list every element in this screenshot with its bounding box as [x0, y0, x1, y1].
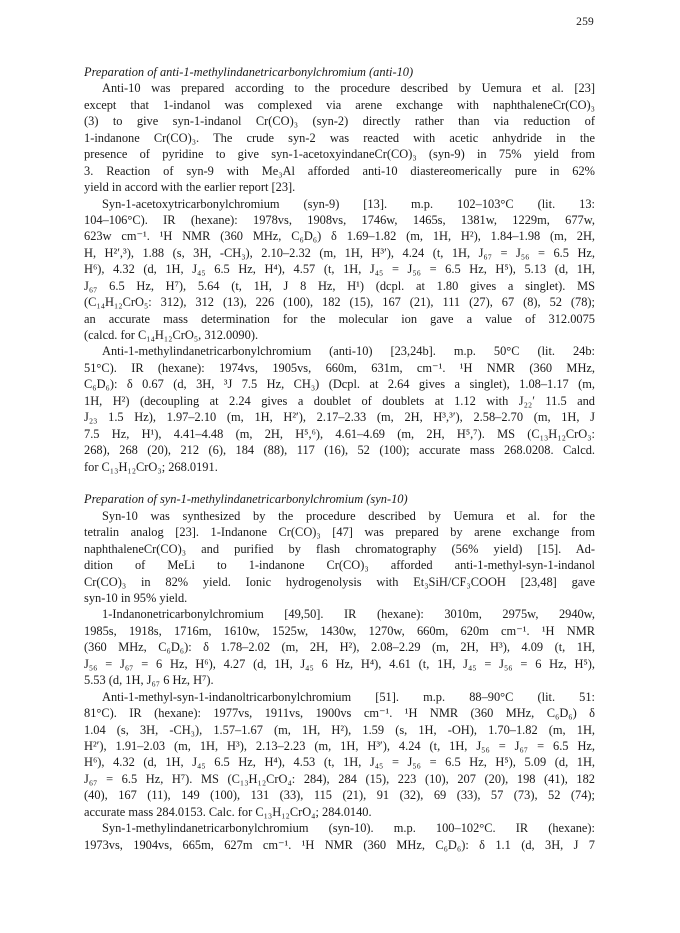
paragraph-line: 1985s, 1918s, 1716m, 1610w, 1525w, 1430w, 1270w, 660m, 620m cm⁻¹. ¹H NMR: [84, 623, 595, 638]
paragraph-line: (3) to give syn-1-indanol Cr(CO)₃ (syn-2) directly rather than via reduction of: [84, 114, 595, 129]
page-number: 259: [576, 16, 594, 28]
paragraph-line: accurate mass 284.0153. Calc. for C₁₃H₁₂CrO₄; 284.0140.: [84, 804, 372, 819]
paragraph-line: 1.04 (s, 3H, -CH₃), 1.57–1.67 (m, 1H, H²), 1.59 (s, 1H, -OH), 1.70–1.82 (m, 1H,: [84, 722, 595, 737]
paragraph-line: Cr(CO)₃ in 82% yield. Ionic hydrogenolysis with Et₃SiH/CF₃COOH [23,48] gave: [84, 574, 595, 589]
paragraph-line: 3. Reaction of syn-9 with Me₃Al afforded anti-10 diastereomerically pure in 62%: [84, 163, 595, 178]
paragraph-line: presence of pyridine to give syn-1-acetoxyindaneCr(CO)₃ (syn-9) in 75% yield from: [84, 147, 595, 162]
paragraph-line: 104–106°C). IR (hexane): 1978vs, 1908vs, 1746w, 1465s, 1381w, 1229m, 677w,: [84, 212, 595, 227]
paragraph-line: H⁶), 4.32 (d, 1H, J₄₅ 6.5 Hz, H⁴), 4.53 (t, 1H, J₄₅ = J₅₆ = 6.5 Hz, H⁵), 5.09 (d, 1H,: [84, 755, 595, 770]
paragraph-line: 1-indanone Cr(CO)₃. The crude syn-2 was reacted with acetic anhydride in the: [84, 130, 595, 145]
paragraph-line: Syn-1-methylindanetricarbonylchromium (syn-10). m.p. 100–102°C. IR (hexane):: [102, 821, 595, 836]
paragraph-line: naphthaleneCr(CO)₃ and purified by flash chromatography (56% yield) [15]. Ad-: [84, 541, 595, 556]
paragraph-line: C₆D₆): δ 0.67 (d, 3H, ³J 7.5 Hz, CH₃) (Dcpl. at 2.64 gives a singlet), 1.08–1.17 (m,: [84, 377, 595, 392]
paragraph-line: 51°C). IR (hexane): 1974vs, 1905vs, 660m, 631m, cm⁻¹. ¹H NMR (360 MHz,: [84, 360, 595, 375]
paragraph-line: J₅₆ = J₆₇ = 6 Hz, H⁶), 4.27 (d, 1H, J₄₅ 6 Hz, H⁴), 4.61 (t, 1H, J₄₅ = J₅₆ = 6 Hz, H⁵),: [84, 656, 595, 671]
paragraph-line: 1H, H²) (decoupling at 2.24 gives a doublet of doublets at 1.12 with J₂₂′ 11.5 and: [84, 393, 595, 408]
paragraph-line: (C₁₄H₁₂CrO₅: 312), 312 (13), 226 (100), 182 (15), 167 (21), 111 (27), 67 (8), 52 (78);: [84, 295, 595, 310]
page-body: [84, 64, 595, 853]
paragraph-line: an accurate mass determination for the molecular ion gave a value of 312.0075: [84, 311, 595, 326]
paragraph-line: yield in accord with the earlier report [23].: [84, 180, 296, 195]
paragraph-line: H²′), 1.91–2.03 (m, 1H, H³), 2.13–2.23 (m, 1H, H³′), 4.24 (t, 1H, J₅₆ = J₆₇ = 6.5 Hz,: [84, 738, 595, 753]
paragraph-line: H⁶), 4.32 (d, 1H, J₄₅ 6.5 Hz, H⁴), 4.57 (t, 1H, J₄₅ = J₅₆ = 6.5 Hz, H⁵), 5.13 (d, 1H,: [84, 262, 595, 277]
paragraph-line: 1-Indanonetricarbonylchromium [49,50]. IR (hexane): 3010m, 2975w, 2940w,: [102, 607, 595, 622]
paragraph-line: tetralin analog [23]. 1-Indanone Cr(CO)₃ [47] was prepared by arene exchange from: [84, 525, 595, 540]
paragraph-line: 623w cm⁻¹. ¹H NMR (360 MHz, C₆D₆) δ 1.69–1.82 (m, 1H, H²), 1.84–1.98 (m, 2H,: [84, 229, 595, 244]
paragraph-line: (calcd. for C₁₄H₁₂CrO₅, 312.0090).: [84, 328, 259, 342]
paragraph-line: dition of MeLi to 1-indanone Cr(CO)₃ afforded anti-1-methyl-syn-1-indanol: [84, 558, 595, 573]
section-heading-syn-10: Preparation of syn-1-methylindanetricarbonylchromium (syn-10): [84, 492, 408, 507]
paragraph-line: 81°C). IR (hexane): 1977vs, 1911vs, 1900vs cm⁻¹. ¹H NMR (360 MHz, C₆D₆) δ: [84, 706, 595, 721]
paragraph-line: except that 1-indanol was complexed via arene exchange with naphthaleneCr(CO)₃: [84, 97, 595, 112]
paragraph-line: (360 MHz, C₆D₆): δ 1.78–2.02 (m, 2H, H²), 2.08–2.29 (m, 2H, H³), 4.09 (t, 1H,: [84, 640, 595, 655]
paragraph-line: H, H²′,³), 1.88 (s, 3H, -CH₃), 2.10–2.32 (m, 1H, H³′), 4.24 (t, 1H, J₆₇ = J₅₆ = 6.5 Hz,: [84, 245, 595, 260]
paragraph-line: Anti-1-methyl-syn-1-indanoltricarbonylchromium [51]. m.p. 88–90°C (lit. 51:: [102, 689, 595, 704]
paragraph-line: 268), 268 (20), 212 (6), 184 (88), 117 (16), 52 (100); accurate mass 268.0208. Calcd.: [84, 443, 595, 458]
paragraph-line: (40), 167 (11), 149 (100), 131 (33), 115 (21), 91 (32), 69 (33), 57 (73), 52 (74);: [84, 788, 595, 803]
paragraph-line: J₆₇ = 6.5 Hz, H⁷). MS (C₁₃H₁₂CrO₄: 284), 284 (15), 223 (10), 207 (20), 198 (41), 182: [84, 771, 595, 786]
paragraph-line: for C₁₃H₁₂CrO₃; 268.0191.: [84, 459, 218, 474]
paragraph-line: 7.5 Hz, H¹), 4.41–4.48 (m, 2H, H⁵,⁶), 4.61–4.69 (m, 2H, H⁵,⁷). MS (C₁₃H₁₂CrO₃:: [84, 426, 595, 441]
paragraph-line: Syn-10 was synthesized by the procedure described by Uemura et al. for the: [102, 508, 595, 523]
paragraph-line: J₆₇ 6.5 Hz, H⁷), 5.64 (t, 1H, J 8 Hz, H¹) (dcpl. at 1.80 gives a singlet). MS: [84, 278, 595, 293]
paragraph-line: Anti-10 was prepared according to the procedure described by Uemura et al. [23]: [102, 81, 595, 96]
paragraph-line: 5.53 (d, 1H, J₆₇ 6 Hz, H⁷).: [84, 673, 214, 688]
paragraph-line: Syn-1-acetoxytricarbonylchromium (syn-9) [13]. m.p. 102–103°C (lit. 13:: [102, 196, 595, 211]
section-spacer: [84, 475, 595, 491]
paragraph-line: 1973vs, 1904vs, 665m, 627m cm⁻¹. ¹H NMR (360 MHz, C₆D₆): δ 1.1 (d, 3H, J 7: [84, 837, 595, 852]
paragraph-line: Anti-1-methylindanetricarbonylchromium (anti-10) [23,24b]. m.p. 50°C (lit. 24b:: [102, 344, 595, 359]
paragraph-line: syn-10 in 95% yield.: [84, 591, 188, 605]
paragraph-line: J₂₃ 1.5 Hz), 1.97–2.10 (m, 1H, H²′), 2.17–2.33 (m, 2H, H³,³′), 2.58–2.70 (m, 1H, J: [84, 410, 595, 425]
section-heading-anti-10: Preparation of anti-1-methylindanetricarbonylchromium (anti-10): [84, 65, 414, 79]
